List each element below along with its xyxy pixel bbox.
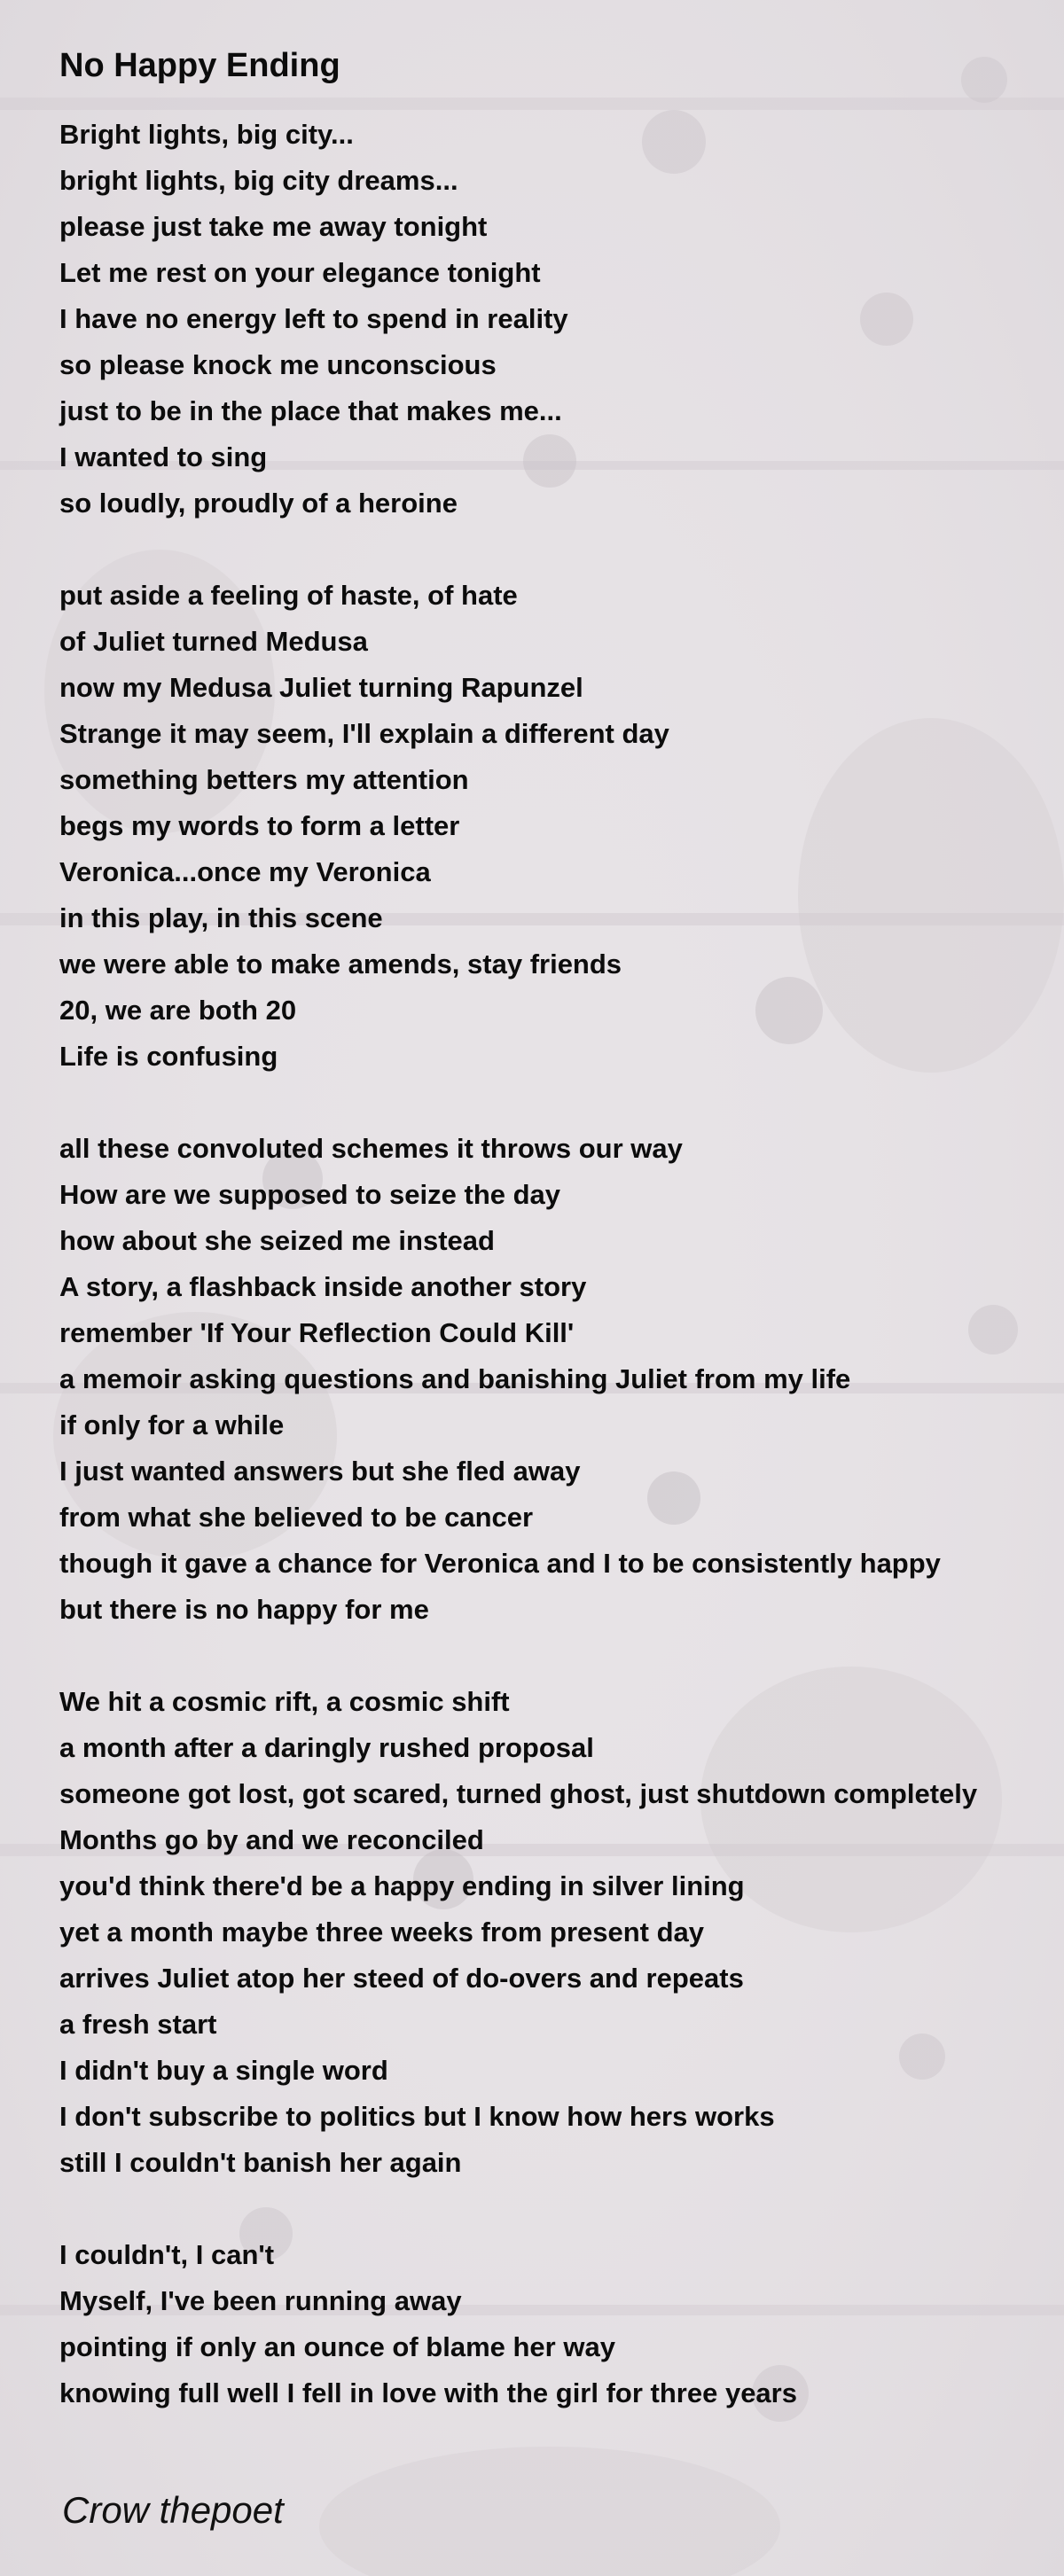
poem-line: Months go by and we reconciled — [59, 1824, 484, 1855]
poem-line: of Juliet turned Medusa — [59, 626, 368, 657]
poem-line: how about she seized me instead — [59, 1225, 495, 1256]
poem-line: someone got lost, got scared, turned ghost, just shutdown completely — [59, 1778, 978, 1809]
poem-line: I didn't buy a single word — [59, 2055, 388, 2086]
poem-line: just to be in the place that makes me... — [59, 395, 562, 426]
poem-title: No Happy Ending — [59, 47, 340, 84]
poem-line: so loudly, proudly of a heroine — [59, 488, 458, 519]
poem-line: Strange it may seem, I'll explain a different day — [59, 718, 669, 749]
poem-line: if only for a while — [59, 1409, 285, 1440]
poem-line: put aside a feeling of haste, of hate — [59, 580, 518, 611]
poem-line: though it gave a chance for Veronica and I to be consistently happy — [59, 1548, 941, 1579]
poem-author: Crow thepoet — [62, 2489, 284, 2531]
poem-line: Let me rest on your elegance tonight — [59, 257, 541, 288]
poem-line: pointing if only an ounce of blame her way — [59, 2331, 615, 2362]
poem-line: we were able to make amends, stay friends — [59, 948, 622, 980]
poem-line: I have no energy left to spend in reality — [59, 303, 568, 334]
poem-line: a month after a daringly rushed proposal — [59, 1732, 594, 1763]
poem-line: 20, we are both 20 — [59, 995, 297, 1026]
poem-line: all these convoluted schemes it throws our way — [59, 1133, 683, 1164]
poem-line: a memoir asking questions and banishing Juliet from my life — [59, 1363, 851, 1394]
poem-line: We hit a cosmic rift, a cosmic shift — [59, 1686, 510, 1717]
poem-line: Myself, I've been running away — [59, 2285, 462, 2316]
poem-line: a fresh start — [59, 2009, 217, 2040]
poem-line: still I couldn't banish her again — [59, 2147, 462, 2178]
poem-line: I just wanted answers but she fled away — [59, 1456, 581, 1487]
poem-line: Life is confusing — [59, 1041, 278, 1072]
poem-line: something betters my attention — [59, 764, 469, 795]
poem-line: so please knock me unconscious — [59, 349, 497, 380]
poem-line: I wanted to sing — [59, 441, 268, 472]
poem-line: I couldn't, I can't — [59, 2239, 275, 2270]
stanza-4 — [59, 1679, 1044, 2186]
poem — [59, 43, 1044, 2463]
poem-line: I don't subscribe to politics but I know how hers works — [59, 2101, 775, 2132]
poem-line: A story, a flashback inside another story — [59, 1271, 587, 1302]
poem-line: yet a month maybe three weeks from present day — [59, 1916, 705, 1948]
poem-line: remember 'If Your Reflection Could Kill' — [59, 1317, 575, 1348]
poem-line: Bright lights, big city... — [59, 119, 354, 150]
poem-line: knowing full well I fell in love with the girl for three years — [59, 2377, 797, 2408]
poem-line: How are we supposed to seize the day — [59, 1179, 561, 1210]
poem-line: bright lights, big city dreams... — [59, 165, 458, 196]
stanza-3 — [59, 1126, 1044, 1633]
poem-line: you'd think there'd be a happy ending in silver lining — [59, 1870, 745, 1901]
poem-line: now my Medusa Juliet turning Rapunzel — [59, 672, 583, 703]
poem-line: please just take me away tonight — [59, 211, 488, 242]
stanza-1 — [59, 112, 1044, 527]
poem-line: arrives Juliet atop her steed of do-overs and repeats — [59, 1963, 744, 1994]
poem-line: from what she believed to be cancer — [59, 1502, 534, 1533]
poem-line: Veronica...once my Veronica — [59, 856, 431, 887]
stanza-5 — [59, 2232, 1044, 2416]
stanza-2 — [59, 573, 1044, 1080]
poem-line: in this play, in this scene — [59, 902, 383, 933]
poem-line: begs my words to form a letter — [59, 810, 460, 841]
poem-line: but there is no happy for me — [59, 1594, 429, 1625]
